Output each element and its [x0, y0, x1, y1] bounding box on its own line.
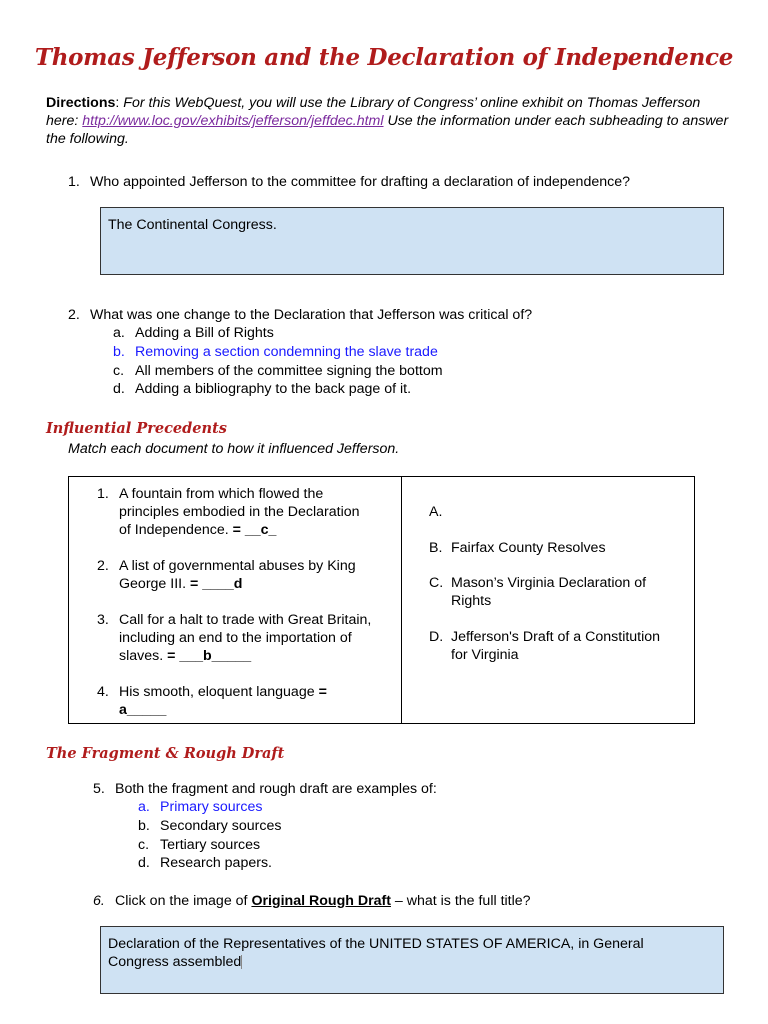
question-text: What was one change to the Declaration that Jefferson was critical of? — [90, 307, 533, 323]
question-1 — [68, 173, 630, 192]
option-c[interactable]: c. Tertiary sources — [138, 836, 261, 853]
option-d[interactable]: d. Research papers. — [138, 855, 272, 872]
match-item-1: 1. A fountain from which flowed the principles embodied in the Declaration of Independence. = __c_ — [97, 486, 360, 538]
option-c[interactable]: c. All members of the committee signing the bottom — [113, 362, 443, 379]
option-b[interactable]: b. Secondary sources — [138, 817, 282, 834]
question-5 — [93, 780, 437, 799]
answer-text: Declaration of the Representatives of the UNITED STATES OF AMERICA, in General — [108, 936, 644, 952]
question-number: 6. — [93, 893, 105, 909]
option-a[interactable]: a. Adding a Bill of Rights — [113, 325, 274, 341]
column-divider — [401, 477, 402, 723]
section-instruction: Match each document to how it influenced Jefferson. — [68, 441, 400, 457]
question-6: 6. Click on the image of Original Rough Draft – what is the full title? — [93, 893, 531, 909]
match-item-4: 4. His smooth, eloquent language = a_____ — [97, 684, 327, 718]
question-2 — [68, 306, 532, 325]
q2-options — [113, 324, 443, 399]
match-answer-1[interactable]: = __c_ — [232, 522, 277, 538]
page-title: Thomas Jefferson and the Declaration of Independence — [34, 44, 734, 71]
question-text: Who appointed Jefferson to the committee for drafting a declaration of independence? — [90, 174, 630, 190]
option-a-selected[interactable]: a. Primary sources — [138, 799, 263, 815]
match-item-2: 2. A list of governmental abuses by King George III. = ____d — [97, 558, 356, 592]
match-answer-4[interactable]: a_____ — [119, 702, 167, 718]
answer-text: The Continental Congress. — [108, 217, 277, 233]
doc-option-b: B. Fairfax County Resolves — [429, 540, 606, 556]
answer-text-line2: Congress assembled — [108, 954, 242, 970]
answer-box-1[interactable] — [100, 207, 724, 275]
matching-table — [68, 476, 695, 724]
q5-options — [138, 798, 281, 873]
exhibit-link[interactable]: http://www.loc.gov/exhibits/jefferson/jeffdec.html — [82, 113, 384, 129]
question-number: 2. — [68, 307, 80, 323]
doc-option-c: C. Mason’s Virginia Declaration of Rights — [429, 575, 647, 609]
doc-option-d: D. Jefferson's Draft of a Constitution for Virginia — [429, 629, 661, 663]
question-number: 1. — [68, 174, 80, 190]
directions-text: For this WebQuest, you will use the Library of Congress’ online exhibit on Thomas Jefferson here: — [46, 95, 701, 129]
section-heading-influential-precedents: Influential Precedents — [46, 420, 227, 437]
directions: Directions: For this WebQuest, you will use the Library of Congress’ online exhibit on Thomas Jefferson here: http://www.loc.gov/exhibits/jefferson/jeffdec.html Use the information under each subheading to answer the following. — [46, 95, 729, 147]
answer-box-6[interactable] — [100, 926, 724, 994]
question-text: Both the fragment and rough draft are examples of: — [115, 781, 437, 797]
match-answer-2[interactable]: = ____d — [189, 576, 243, 592]
option-d[interactable]: d. Adding a bibliography to the back page of it. — [113, 381, 412, 398]
original-rough-draft-link[interactable]: Original Rough Draft — [251, 893, 391, 909]
text-cursor — [241, 955, 242, 969]
doc-option-a: A. — [429, 504, 443, 520]
match-item-3: 3. Call for a halt to trade with Great Britain, including an end to the importation of slaves. = ___b_____ — [97, 612, 372, 664]
question-number: 5. — [93, 781, 105, 797]
directions-label: Directions — [46, 95, 116, 111]
directions-text-after: Use the information under each subheading to answer the following. — [46, 113, 729, 147]
section-heading-fragment-rough-draft: The Fragment & Rough Draft — [46, 745, 285, 762]
option-b-selected[interactable]: b. Removing a section condemning the slave trade — [113, 343, 438, 360]
match-answer-3[interactable]: = ___b_____ — [167, 648, 252, 664]
